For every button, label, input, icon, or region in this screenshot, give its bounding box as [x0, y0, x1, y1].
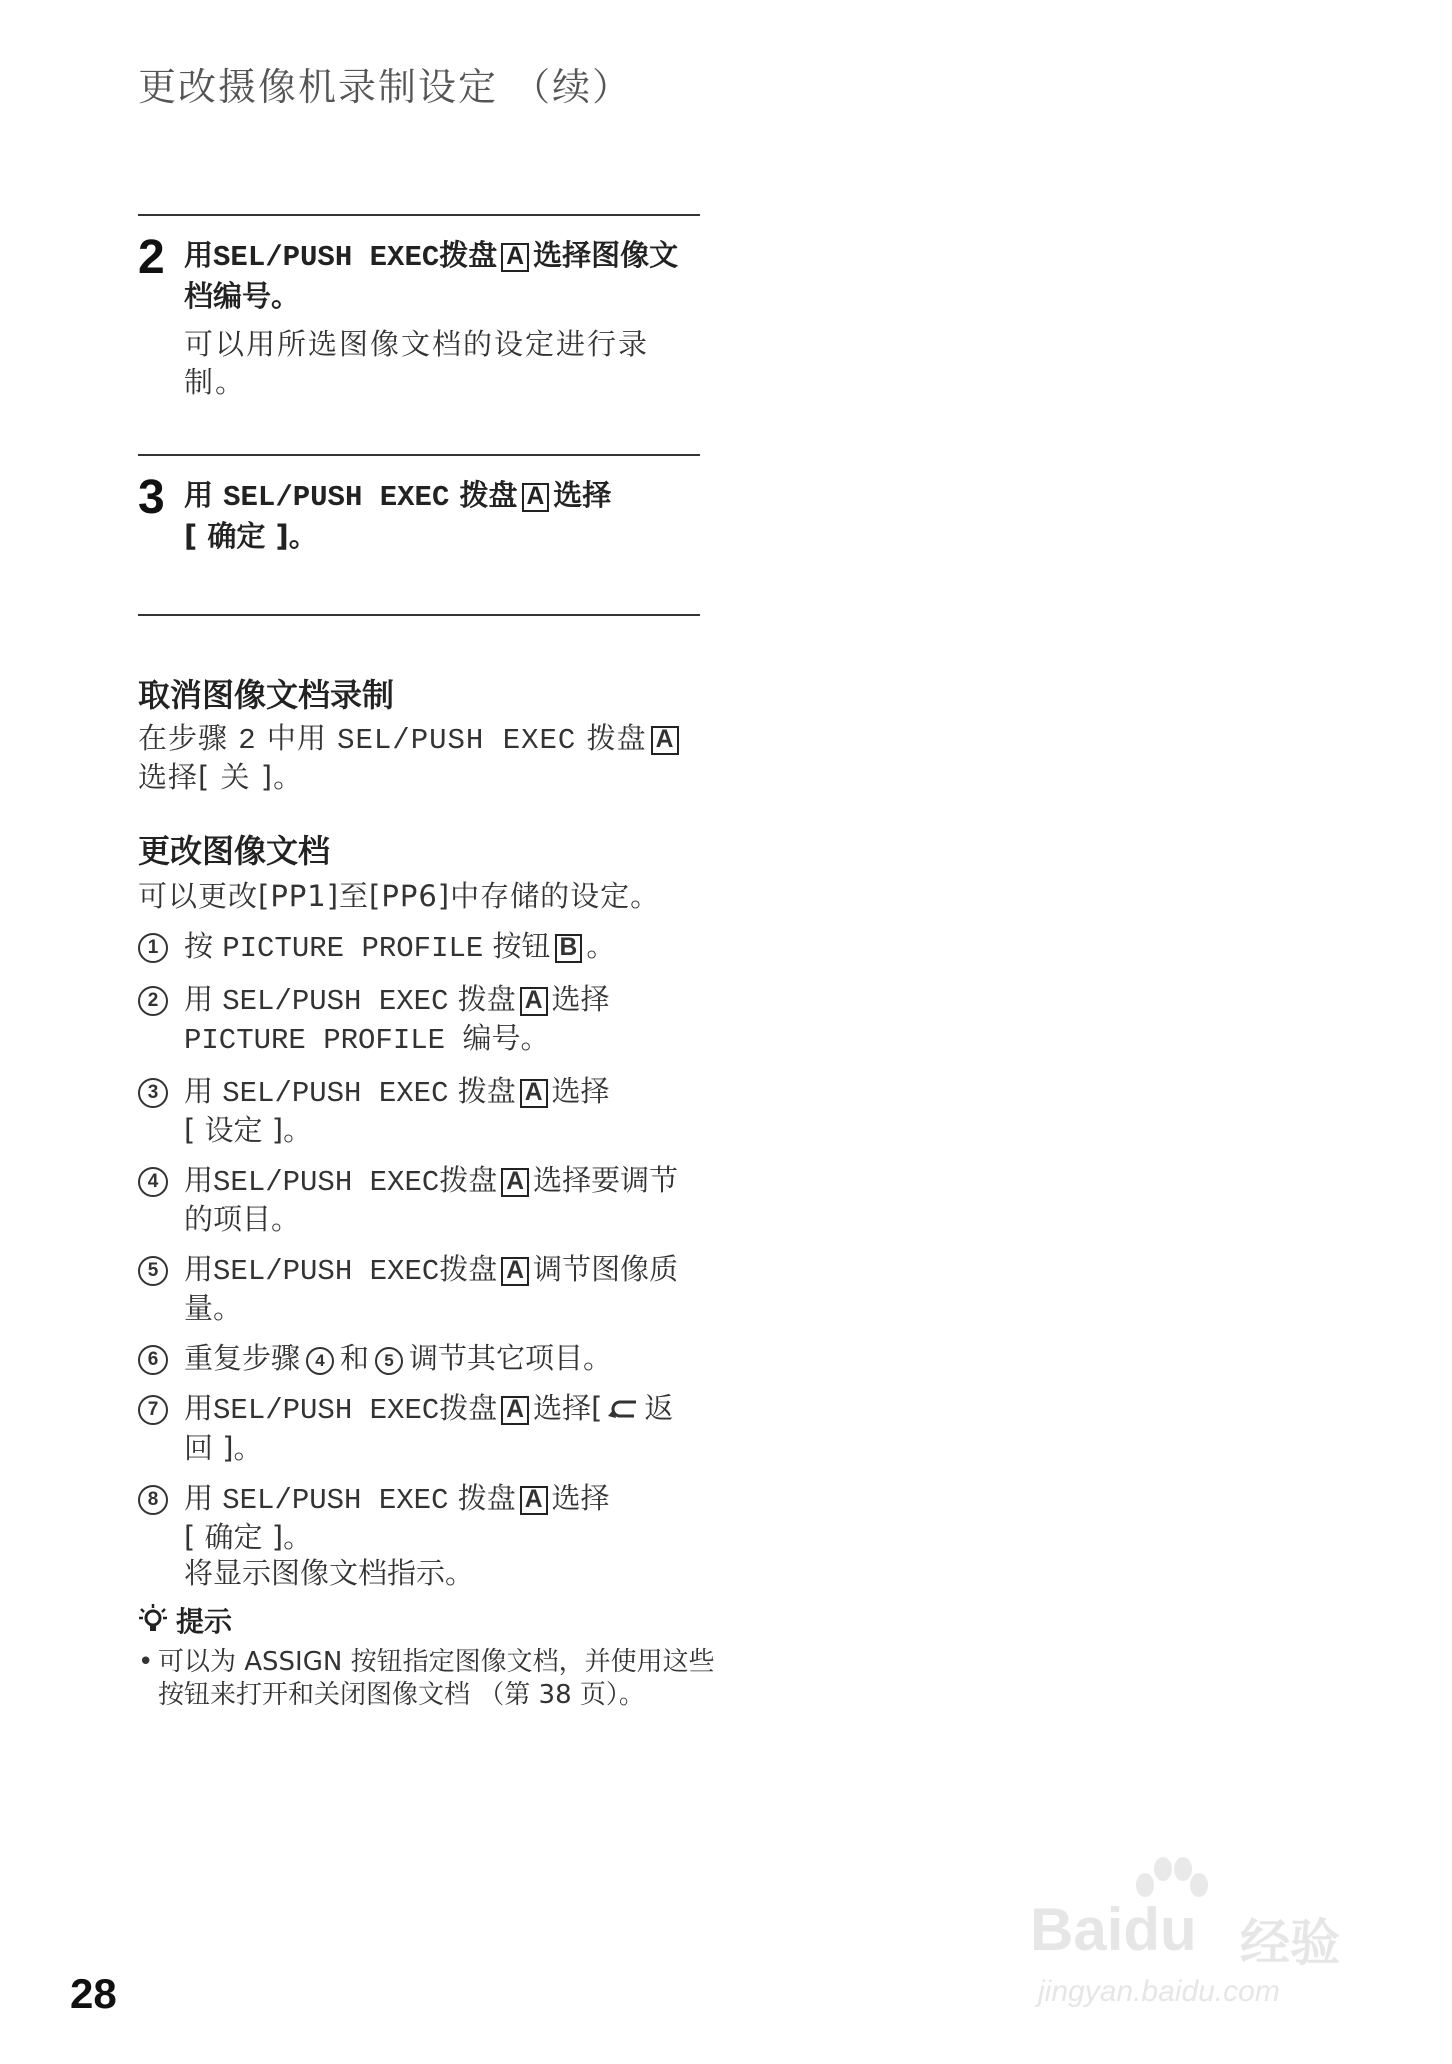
- button-label-b: B: [555, 934, 583, 963]
- divider: [138, 214, 700, 216]
- page-title: 更改摄像机录制设定 （续）: [138, 65, 633, 109]
- step-2: [138, 231, 700, 401]
- dial-label-a: A: [520, 987, 548, 1016]
- watermark-brand: Baidu: [1030, 1896, 1197, 1963]
- dial-label-a: A: [501, 1396, 529, 1425]
- cancel-text: 在步骤 2 中用 SEL/PUSH EXEC 拨盘 A选择[ 关 ]。: [138, 720, 708, 795]
- tip-heading: 提示: [138, 1600, 232, 1642]
- step-marker: 1: [138, 933, 168, 963]
- dial-label-a: A: [501, 243, 529, 272]
- dial-label-a: A: [651, 726, 680, 755]
- step-number: 3: [138, 471, 165, 524]
- step-marker: 5: [138, 1256, 168, 1286]
- change-intro: 可以更改[PP1]至[PP6]中存储的设定。: [138, 879, 661, 913]
- step-3: [138, 471, 700, 555]
- list-item: 7 用SEL/PUSH EXEC拨盘 A 选择[ 返 回 ]。: [138, 1390, 718, 1466]
- dial-label-a: A: [522, 483, 550, 512]
- step-marker: 3: [138, 1078, 168, 1108]
- divider: [138, 614, 700, 616]
- list-item: 2 用 SEL/PUSH EXEC 拨盘 A 选择 PICTURE PROFILE 编号。: [138, 981, 718, 1059]
- baidu-watermark: [1030, 1855, 1370, 2025]
- step-instruction: 用 SEL/PUSH EXEC 拨盘 A 选择 [ 确定 ]。: [184, 478, 612, 553]
- step-number: 2: [138, 231, 165, 284]
- step-instruction: 用SEL/PUSH EXEC拨盘 A 选择图像文 档编号。: [184, 238, 679, 313]
- change-steps-list: [138, 928, 718, 1605]
- watermark-url: jingyan.baidu.com: [1038, 1975, 1280, 2008]
- step-marker: 2: [138, 986, 168, 1016]
- lightbulb-icon: [138, 1603, 168, 1642]
- section-heading-cancel: 取消图像文档录制: [138, 676, 395, 714]
- step-marker: 7: [138, 1395, 168, 1425]
- list-item: 3 用 SEL/PUSH EXEC 拨盘 A 选择 [ 设定 ]。: [138, 1073, 718, 1148]
- tip-text: • 可以为 ASSIGN 按钮指定图像文档，并使用这些按钮来打开和关闭图像文档 （第 38 页）。: [138, 1646, 738, 1712]
- step-description: 可以用所选图像文档的设定进行录制。: [184, 327, 650, 399]
- step-ref: 4: [306, 1347, 334, 1375]
- list-item: 1 按 PICTURE PROFILE 按钮 B 。: [138, 928, 718, 967]
- divider: [138, 454, 700, 456]
- return-arrow-icon: [606, 1394, 640, 1430]
- page-number: 28: [70, 1970, 117, 2017]
- list-item: 8 用 SEL/PUSH EXEC 拨盘 A 选择 [ 确定 ]。 将显示图像文档指示。: [138, 1480, 718, 1591]
- dial-label-a: A: [501, 1168, 529, 1197]
- step-marker: 4: [138, 1167, 168, 1197]
- dial-label-a: A: [520, 1079, 548, 1108]
- dial-label-a: A: [520, 1486, 548, 1515]
- step-marker: 8: [138, 1485, 168, 1515]
- dial-label-a: A: [501, 1257, 529, 1286]
- list-item: 4 用SEL/PUSH EXEC拨盘 A 选择要调节 的项目。: [138, 1162, 718, 1237]
- list-item: 5 用SEL/PUSH EXEC拨盘 A 调节图像质 量。: [138, 1251, 718, 1326]
- watermark-cn: 经验: [1240, 1914, 1340, 1972]
- section-heading-change: 更改图像文档: [138, 832, 331, 870]
- step-ref: 5: [375, 1347, 403, 1375]
- step-marker: 6: [138, 1345, 168, 1375]
- list-item: 6 重复步骤 4 和 5 调节其它项目。: [138, 1340, 718, 1376]
